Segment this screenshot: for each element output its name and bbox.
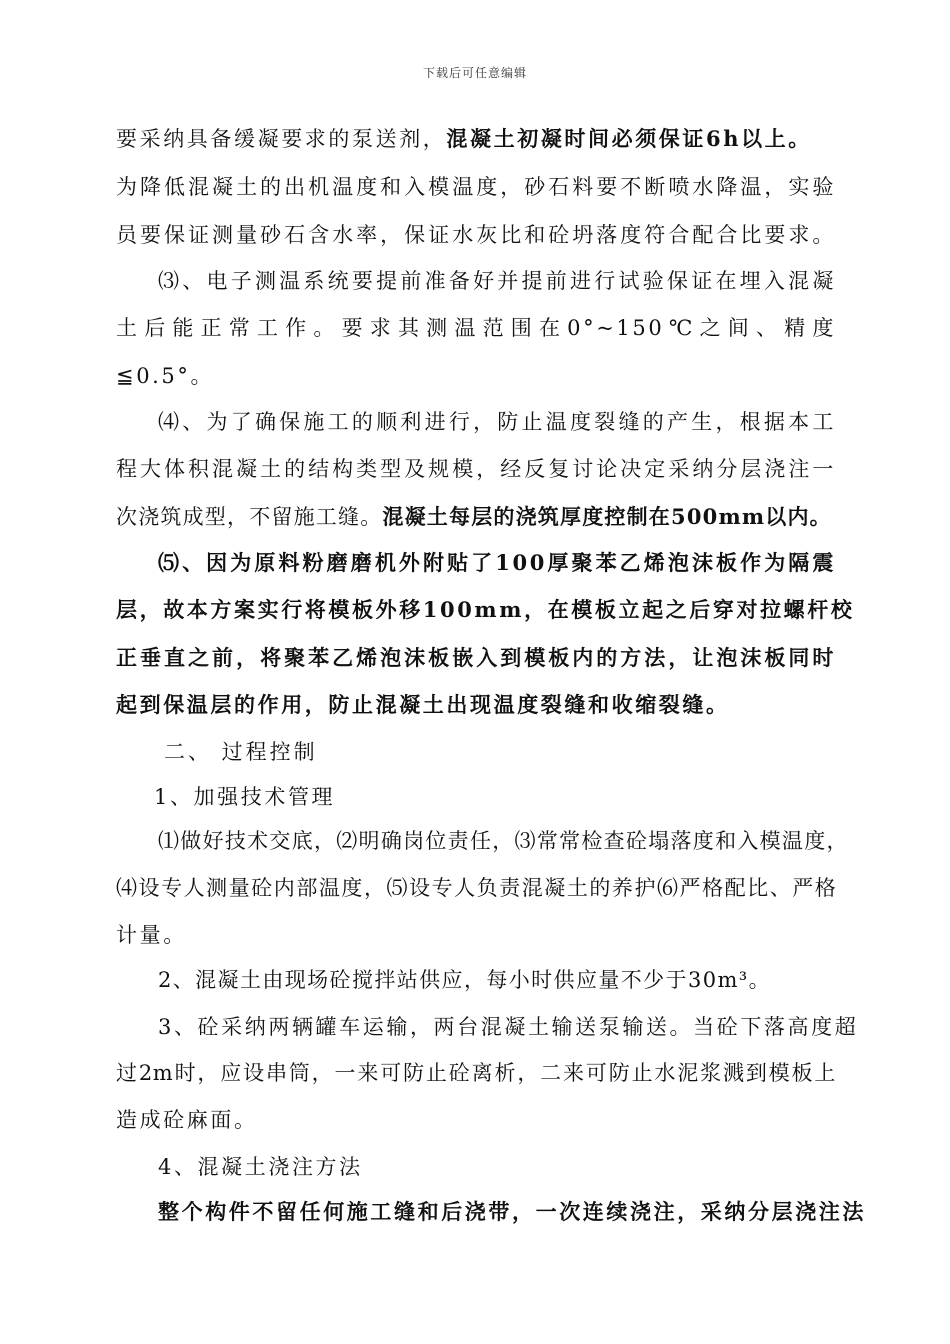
text-line: ⑷、为了确保施工的顺利进行，防止温度裂缝的产生，根据本工 [158,410,836,434]
text-line: 造成砼麻面。 [116,1108,258,1132]
text-line: ⑶、电子测温系统要提前准备好并提前进行试验保证在埋入混凝 [158,269,836,293]
text-line: 过2m时，应设串筒，一来可防止砼离析，二来可防止水泥浆溅到模板上 [116,1061,836,1085]
text-line: 员要保证测量砂石含水率，保证水灰比和砼坍落度符合配合比要求。 [116,223,836,247]
text-line [116,500,836,534]
text-line: 程大体积混凝土的结构类型及规模，经反复讨论决定采纳分层浇注一 [116,457,836,481]
subsection-heading: 4、混凝土浇注方法 [158,1155,363,1179]
text-line: 土后能正常工作。要求其测温范围在0°~150℃之间、精度 [116,316,836,340]
text-line: ⑷设专人测量砼内部温度，⑸设专人负责混凝土的养护⑹严格配比、严格 [116,876,836,900]
text-line: ≦0.5°。 [116,364,215,388]
bold-text-line: 层，故本方案实行将模板外移100mm，在模板立起之后穿对拉螺杆校 [116,597,855,622]
bold-text-line: 整个构件不留任何施工缝和后浇带，一次连续浇注，采纳分层浇注法 [158,1199,866,1224]
text-line: 为降低混凝土的出机温度和入模温度，砂石料要不断喷水降温，实验 [116,175,836,199]
text-line: 3、砼采纳两辆罐车运输，两台混凝土输送泵输送。当砼下落高度超 [158,1015,859,1039]
subsection-heading: 1、加强技术管理 [154,785,336,809]
bold-text-line: 起到保温层的作用，防止混凝土出现温度裂缝和收缩裂缝。 [116,692,730,717]
text-line [116,122,836,156]
bold-text-run: 混凝土每层的浇筑厚度控制在500mm以内。 [382,504,832,529]
text-line: 计量。 [116,923,187,947]
text-line: 2、混凝土由现场砼搅拌站供应，每小时供应量不少于30m³。 [158,968,772,992]
section-heading: 二、 过程控制 [164,740,318,764]
text-run: 要采纳具备缓凝要求的泵送剂， [116,127,447,151]
bold-text-line: 正垂直之前，将聚苯乙烯泡沫板嵌入到模板内的方法，让泡沫板同时 [116,645,836,670]
page-header: 下载后可任意编辑 [422,66,527,80]
bold-text-line: ⑸、因为原料粉磨磨机外附贴了100厚聚苯乙烯泡沫板作为隔震 [158,550,836,575]
bold-text-run: 混凝土初凝时间必须保证6h以上。 [446,126,812,151]
text-run: 次浇筑成型，不留施工缝。 [116,505,383,529]
text-line: ⑴做好技术交底，⑵明确岗位责任，⑶常常检查砼塌落度和入模温度， [158,829,848,853]
